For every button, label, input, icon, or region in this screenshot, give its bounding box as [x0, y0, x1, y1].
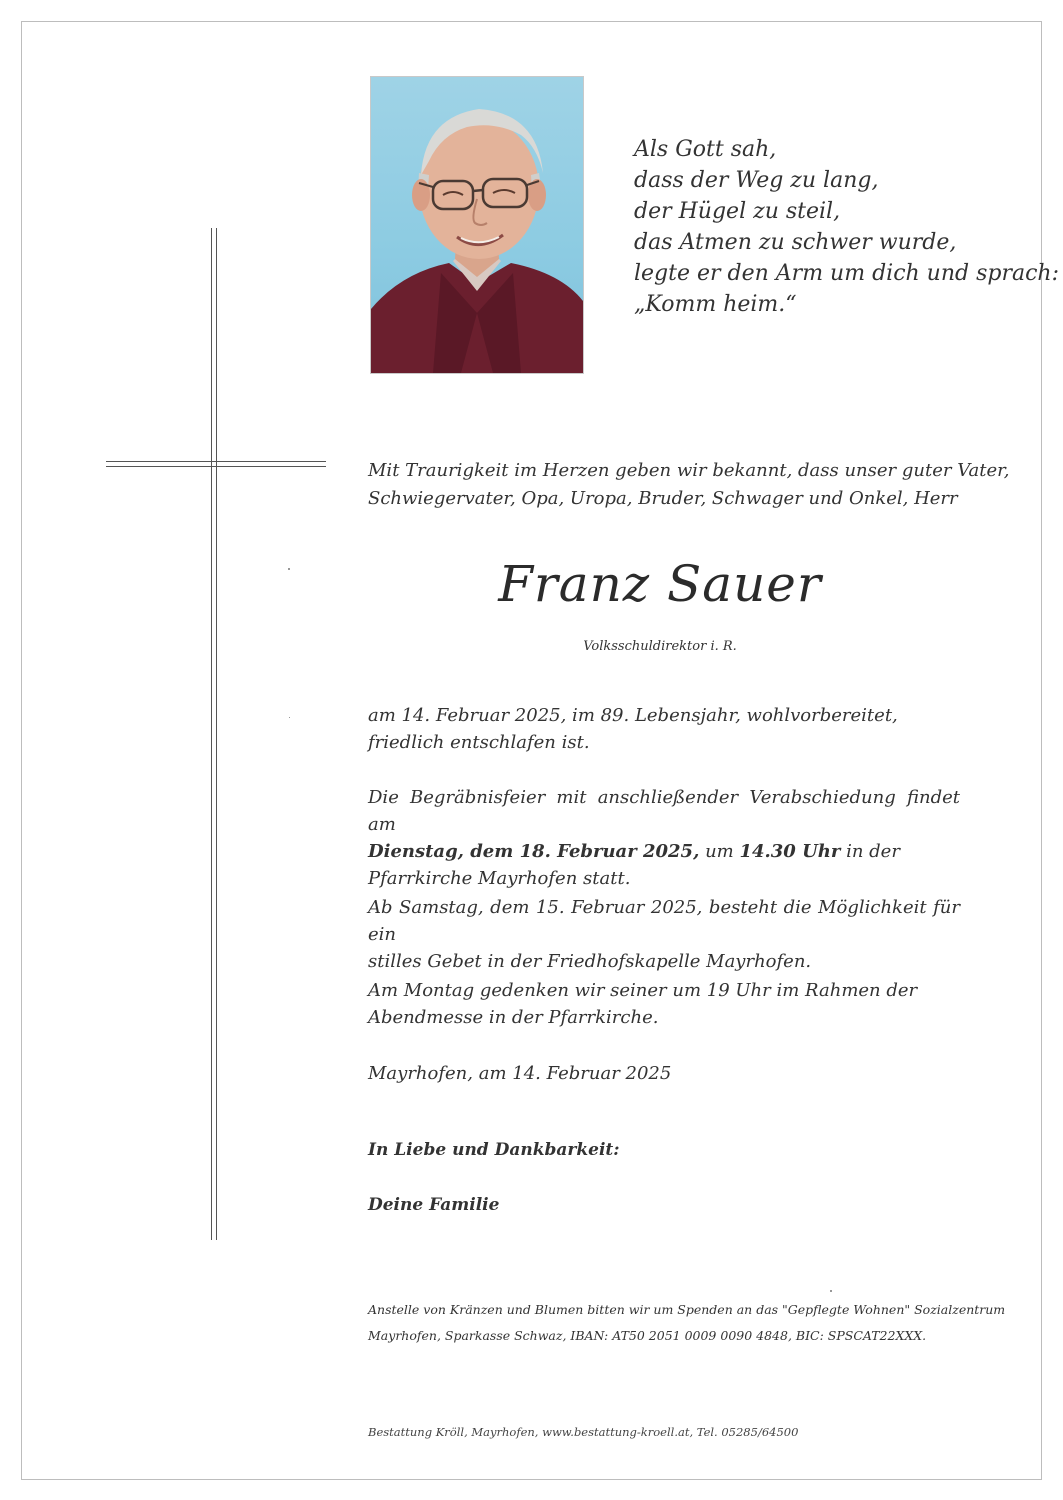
- death-notice-paragraph: [368, 702, 960, 756]
- scan-speck: [830, 1290, 832, 1292]
- portrait-photo: [370, 76, 584, 374]
- poem-line: der Hügel zu steil,: [634, 199, 841, 224]
- place-date: [368, 1060, 960, 1087]
- paragraph-line: friedlich entschlafen ist.: [368, 732, 590, 753]
- deceased-title: Volksschuldirektor i. R.: [583, 639, 737, 654]
- place-date-text: Mayrhofen, am 14. Februar 2025: [368, 1063, 672, 1084]
- poem-line: legte er den Arm um dich und sprach:: [634, 261, 1059, 286]
- poem-line: dass der Weg zu lang,: [634, 168, 879, 193]
- donation-line: Anstelle von Kränzen und Blumen bitten wir um Spenden an das "Gepflegte Wohnen" Sozialzentrum: [368, 1302, 1006, 1317]
- funeral-datetime-line: [368, 838, 960, 865]
- paragraph-line: am 14. Februar 2025, im 89. Lebensjahr, wohlvorbereitet,: [368, 705, 898, 726]
- paragraph-line: stilles Gebet in der Friedhofskapelle Mayrhofen.: [368, 951, 812, 972]
- funeral-date: Dienstag, dem 18. Februar 2025,: [368, 841, 700, 862]
- intro-line: Schwiegervater, Opa, Uropa, Bruder, Schwager und Onkel, Herr: [368, 488, 958, 509]
- funeral-time: 14.30 Uhr: [739, 841, 841, 862]
- prayer-paragraph: [368, 894, 960, 975]
- deceased-name: Franz Sauer: [498, 555, 822, 613]
- funeral-home-footer: Bestattung Kröll, Mayrhofen, www.bestattung-kroell.at, Tel. 05285/64500: [368, 1425, 799, 1439]
- announcement-intro: [368, 457, 1010, 513]
- paragraph-line: Ab Samstag, dem 15. Februar 2025, besteht die Möglichkeit für ein: [368, 897, 960, 945]
- family-signature: Deine Familie: [368, 1195, 500, 1215]
- funeral-connector: in der: [840, 841, 900, 862]
- funeral-paragraph: [368, 784, 960, 892]
- poem-line: Als Gott sah,: [634, 137, 777, 162]
- mass-paragraph: [368, 977, 960, 1031]
- scan-speck: [288, 568, 290, 570]
- paragraph-line: Abendmesse in der Pfarrkirche.: [368, 1007, 659, 1028]
- donation-note: [368, 1297, 1006, 1349]
- poem-line: „Komm heim.“: [634, 292, 797, 317]
- paragraph-line: Am Montag gedenken wir seiner um 19 Uhr im Rahmen der: [368, 980, 918, 1001]
- scan-speck: [289, 717, 290, 718]
- donation-line: Mayrhofen, Sparkasse Schwaz, IBAN: AT50 2051 0009 0090 4848, BIC: SPSCAT22XXX.: [368, 1328, 927, 1343]
- closing-phrase: In Liebe und Dankbarkeit:: [368, 1140, 620, 1160]
- poem-line: das Atmen zu schwer wurde,: [634, 230, 957, 255]
- funeral-connector: um: [699, 841, 740, 862]
- intro-line: Mit Traurigkeit im Herzen geben wir bekannt, dass unser guter Vater,: [368, 460, 1010, 481]
- paragraph-line: Die Begräbnisfeier mit anschließender Verabschiedung findet am: [368, 787, 960, 835]
- memorial-poem: [634, 134, 1059, 320]
- paragraph-line: Pfarrkirche Mayrhofen statt.: [368, 868, 631, 889]
